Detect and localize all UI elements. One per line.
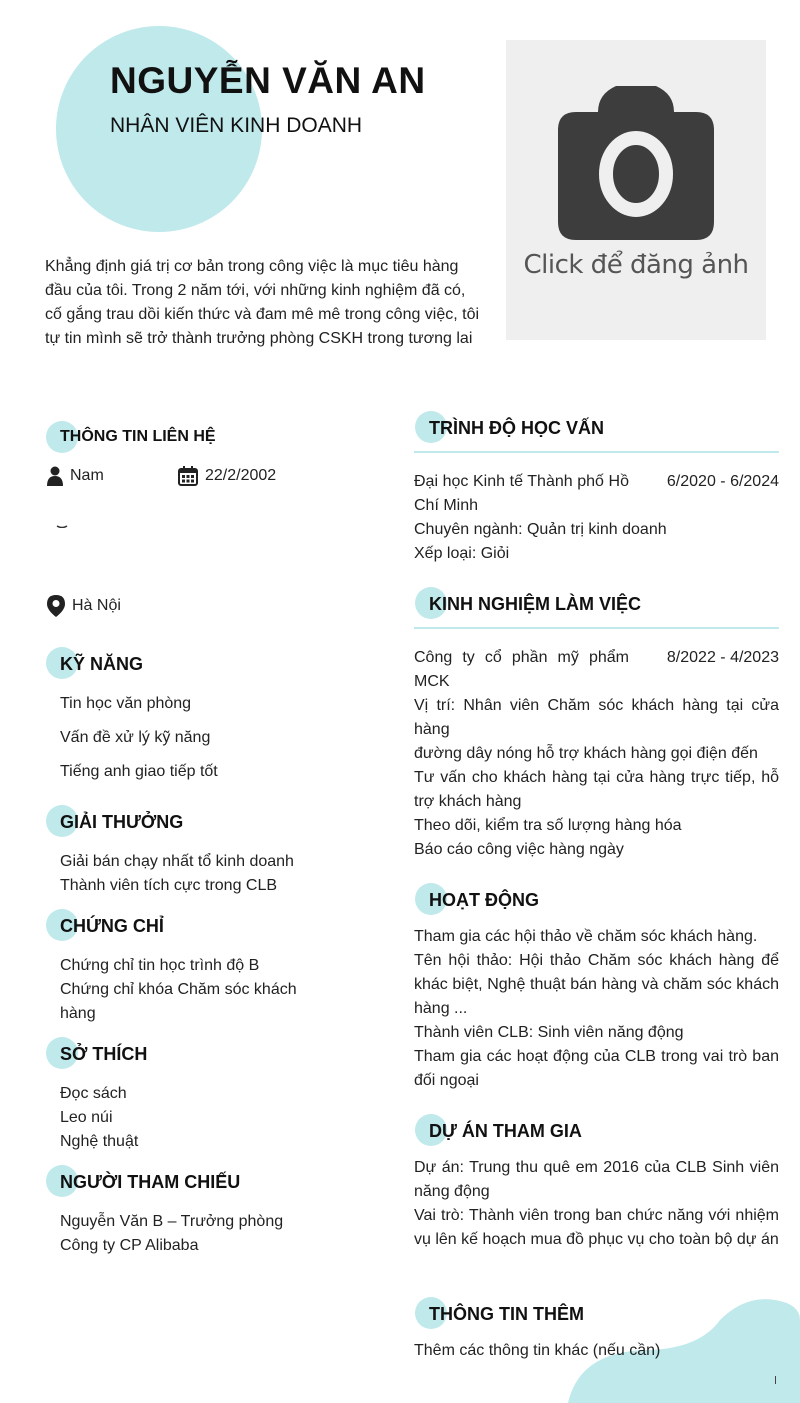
project-line[interactable]: Vai trò: Thành viên trong ban chức năng với nhiệm vụ lên kế hoạch mua đồ phục vụ cho toàn bộ dự án [414, 1207, 779, 1248]
section-title: TRÌNH ĐỘ HỌC VẤN [429, 418, 604, 438]
activity-line[interactable]: Tham gia các hội thảo về chăm sóc khách hàng. [414, 928, 758, 945]
rank[interactable]: Xếp loại: Giỏi [414, 545, 510, 562]
section-title: NGƯỜI THAM CHIẾU [60, 1172, 241, 1192]
certificates-list [60, 954, 330, 1026]
experience-line[interactable]: Báo cáo công việc hàng ngày [414, 841, 624, 858]
person-icon [47, 466, 63, 486]
extra-content [414, 1339, 779, 1363]
candidate-name[interactable]: NGUYỄN VĂN AN [110, 60, 426, 101]
address-value: Hà Nội [72, 597, 121, 614]
section-divider [414, 451, 779, 453]
photo-upload[interactable] [506, 40, 766, 340]
gender-row[interactable] [47, 466, 104, 486]
hobby-item[interactable]: Leo núi [60, 1109, 113, 1126]
skill-item[interactable]: Tin học văn phòng [60, 695, 192, 712]
section-title: KINH NGHIỆM LÀM VIỆC [429, 594, 642, 614]
birthday-value: 22/2/2002 [205, 467, 277, 484]
gender-value: Nam [70, 467, 104, 484]
calendar-icon [178, 466, 198, 486]
birthday-row[interactable] [178, 466, 276, 486]
extra-text[interactable]: Thêm các thông tin khác (nếu cần) [414, 1342, 661, 1359]
awards-list [60, 850, 294, 898]
hobby-item[interactable]: Nghệ thuật [60, 1133, 139, 1150]
education-period[interactable]: 6/2020 - 6/2024 [666, 473, 779, 490]
reference-item[interactable]: Nguyễn Văn B – Trưởng phòng [60, 1213, 284, 1230]
experience-content [414, 646, 779, 862]
hobbies-list [60, 1082, 138, 1154]
section-divider [414, 627, 779, 629]
section-title: KỸ NĂNG [60, 654, 144, 674]
section-title: GIẢI THƯỞNG [60, 812, 184, 832]
activity-line[interactable]: Thành viên CLB: Sinh viên năng động [414, 1024, 684, 1041]
section-title: THÔNG TIN LIÊN HỆ [60, 428, 216, 445]
activity-line[interactable]: Tham gia các hoạt động của CLB trong vai trò ban đối ngoại [414, 1048, 779, 1089]
experience-line[interactable]: Tư vấn cho khách hàng tại cửa hàng trực tiếp, hỗ trợ khách hàng [414, 769, 779, 810]
section-title: DỰ ÁN THAM GIA [429, 1121, 582, 1141]
phone-icon [56, 520, 68, 528]
section-title: CHỨNG CHỈ [60, 916, 164, 936]
skill-item[interactable]: Vấn đề xử lý kỹ năng [60, 729, 211, 746]
photo-upload-label: Click để đăng ảnh [523, 250, 749, 280]
project-line[interactable]: Dự án: Trung thu quê em 2016 của CLB Sinh viên năng động [414, 1159, 779, 1200]
certificate-item[interactable]: Chứng chỉ khóa Chăm sóc khách hàng [60, 981, 297, 1022]
skills-list [60, 692, 218, 784]
section-title: THÔNG TIN THÊM [429, 1304, 584, 1324]
hobby-item[interactable]: Đọc sách [60, 1085, 127, 1102]
experience-period[interactable]: 8/2022 - 4/2023 [666, 649, 779, 666]
job-title[interactable]: NHÂN VIÊN KINH DOANH [110, 114, 363, 137]
section-title: SỞ THÍCH [60, 1044, 148, 1064]
school-name[interactable]: Đại học Kinh tế Thành phố Hồ Chí Minh [414, 473, 629, 514]
location-pin-icon [47, 595, 65, 617]
experience-line[interactable]: đường dây nóng hỗ trợ khách hàng gọi điện đến [414, 745, 758, 762]
activity-line[interactable]: Tên hội thảo: Hội thảo Chăm sóc khách hàng để khác biệt, Nghệ thuật bán hàng và chăm sóc khách hàng ... [414, 952, 779, 1017]
camera-icon [558, 84, 714, 240]
award-item[interactable]: Giải bán chạy nhất tổ kinh doanh [60, 853, 294, 870]
experience-line[interactable]: Vị trí: Nhân viên Chăm sóc khách hàng tại cửa hàng [414, 697, 779, 738]
section-title: HOẠT ĐỘNG [429, 890, 539, 910]
page-marker [775, 1376, 776, 1384]
reference-item[interactable]: Công ty CP Alibaba [60, 1237, 199, 1254]
company-name[interactable]: Công ty cổ phần mỹ phẩm MCK [414, 649, 629, 690]
references-list [60, 1210, 283, 1258]
activities-content [414, 925, 779, 1093]
award-item[interactable]: Thành viên tích cực trong CLB [60, 877, 278, 894]
career-objective[interactable]: Khẳng định giá trị cơ bản trong công việc là mục tiêu hàng đầu của tôi. Trong 2 năm tới, với những kinh nghiệm đã có, cố gắng trau dồi kiến thức và đam mê mê trong công việc, tôi tự tin mình sẽ trở thành trưởng phòng CSKH trong tương lai [45, 258, 480, 347]
address-row[interactable] [47, 595, 121, 617]
experience-line[interactable]: Theo dõi, kiểm tra số lượng hàng hóa [414, 817, 682, 834]
projects-content [414, 1156, 779, 1252]
certificate-item[interactable]: Chứng chỉ tin học trình độ B [60, 957, 260, 974]
major[interactable]: Chuyên ngành: Quản trị kinh doanh [414, 521, 667, 538]
education-content [414, 470, 779, 566]
skill-item[interactable]: Tiếng anh giao tiếp tốt [60, 763, 218, 780]
